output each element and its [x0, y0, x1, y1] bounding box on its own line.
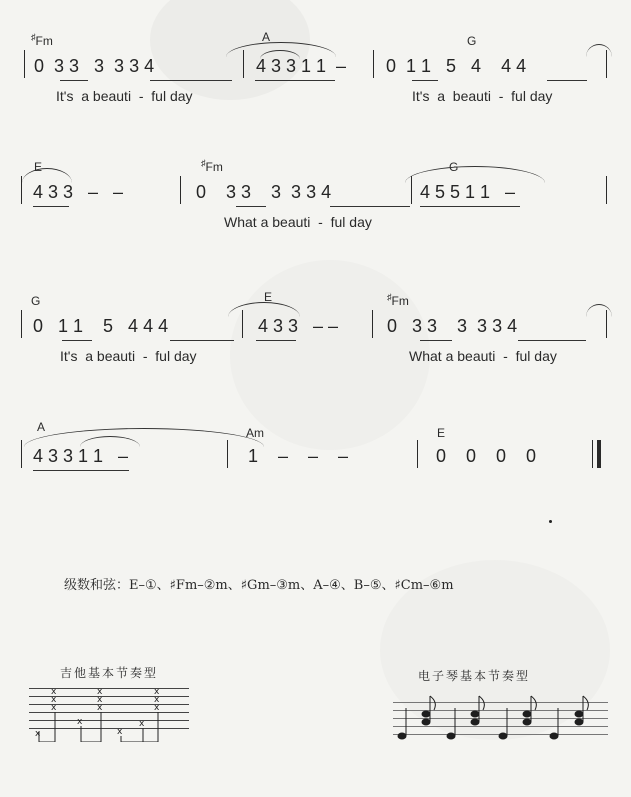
underline-beam	[518, 340, 586, 341]
chord-symbol: ♯Fm	[387, 292, 409, 308]
score-line-4	[0, 416, 631, 526]
barline	[417, 440, 418, 468]
chord-symbol: A	[262, 30, 271, 44]
tie-arc	[586, 44, 612, 57]
guitar-rhythm-tab	[29, 688, 189, 742]
underline-beam	[330, 206, 410, 207]
underline-beam	[33, 206, 69, 207]
final-barline	[597, 440, 601, 468]
score-line-1	[0, 28, 631, 138]
barline	[21, 440, 22, 468]
chord-symbol: Am	[246, 426, 264, 440]
numbered-notes-bar: 0 1 1 5 4 4 4	[386, 56, 527, 76]
underline-beam	[33, 470, 129, 471]
chord-symbol: G	[449, 160, 459, 174]
final-barline	[592, 440, 593, 468]
svg-text:x: x	[117, 727, 123, 737]
svg-text:x: x	[97, 703, 103, 713]
chord-symbol: ♯Fm	[201, 158, 223, 174]
svg-text:x: x	[77, 717, 83, 727]
underline-beam	[412, 80, 438, 81]
chord-symbol: E	[34, 160, 43, 174]
chord-symbol: G	[467, 34, 477, 48]
numbered-notes-bar: 0 3 3 3 3 3 4	[387, 316, 518, 336]
tie-arc	[228, 302, 300, 317]
ink-dot	[549, 520, 552, 523]
tie-arc	[22, 168, 72, 183]
underline-beam	[62, 340, 92, 341]
numbered-notes-bar: 4 3 3 – –	[33, 182, 124, 202]
keyboard-pattern-label: 电子琴基本节奏型	[418, 669, 531, 683]
barline	[606, 176, 607, 204]
numbered-notes-bar: 4 3 3 1 1 –	[256, 56, 347, 76]
numbered-notes-bar: 4 5 5 1 1 –	[420, 182, 516, 202]
underline-beam	[255, 80, 335, 81]
numbered-notes-bar: 0 1 1 5 4 4 4	[33, 316, 169, 336]
underline-beam	[256, 340, 296, 341]
barline	[24, 50, 25, 78]
numbered-notes-bar: 0 3 3 3 3 3 4	[34, 56, 155, 76]
numbered-notes-bar: 4 3 3 – –	[258, 316, 339, 336]
svg-text:x: x	[51, 703, 57, 713]
lyric-text: What a beauti - ful day	[409, 348, 557, 364]
score-line-3	[0, 288, 631, 398]
guitar-pattern-label: 吉他基本节奏型	[60, 666, 159, 680]
numbered-notes-bar: 4 3 3 1 1 –	[33, 446, 129, 466]
chord-symbol: E	[264, 290, 273, 304]
tie-arc	[405, 166, 545, 183]
tie-arc	[586, 304, 612, 317]
chord-symbol: E	[437, 426, 446, 440]
svg-text:x: x	[139, 719, 145, 729]
numbered-notes-bar: 1 – – –	[248, 446, 349, 466]
tie-arc	[24, 428, 264, 447]
barline	[372, 310, 373, 338]
chord-symbol: A	[37, 420, 46, 434]
keyboard-rhythm-notation	[393, 692, 608, 748]
lyric-text: What a beauti - ful day	[224, 214, 372, 230]
chord-symbol: G	[31, 294, 41, 308]
svg-text:x: x	[51, 695, 57, 705]
svg-text:x: x	[154, 688, 160, 697]
barline	[21, 310, 22, 338]
underline-beam	[420, 340, 452, 341]
lyric-text: It's a beauti - ful day	[412, 88, 553, 104]
note-glyphs	[393, 692, 608, 748]
tab-marks	[29, 688, 189, 742]
underline-beam	[170, 340, 234, 341]
chord-degree-list: 级数和弦：E–①、♯Fm–②m、♯Gm–③m、A–④、B–⑤、♯Cm–⑥m	[64, 578, 454, 593]
underline-beam	[547, 80, 587, 81]
barline	[373, 50, 374, 78]
underline-beam	[420, 206, 520, 207]
numbered-notes-bar: 0 0 0 0	[436, 446, 537, 466]
chord-symbol: ♯Fm	[31, 32, 53, 48]
lyric-text: It's a beauti - ful day	[56, 88, 193, 104]
svg-text:x: x	[97, 695, 103, 705]
svg-text:x: x	[154, 703, 160, 713]
score-line-2	[0, 156, 631, 266]
lyric-text: It's a beauti - ful day	[60, 348, 197, 364]
svg-text:x: x	[35, 729, 41, 739]
svg-text:x: x	[51, 688, 57, 697]
svg-text:x: x	[97, 688, 103, 697]
barline	[180, 176, 181, 204]
underline-beam	[150, 80, 232, 81]
svg-text:x: x	[154, 695, 160, 705]
numbered-notes-bar: 0 3 3 3 3 3 4	[196, 182, 332, 202]
underline-beam	[236, 206, 266, 207]
underline-beam	[60, 80, 88, 81]
